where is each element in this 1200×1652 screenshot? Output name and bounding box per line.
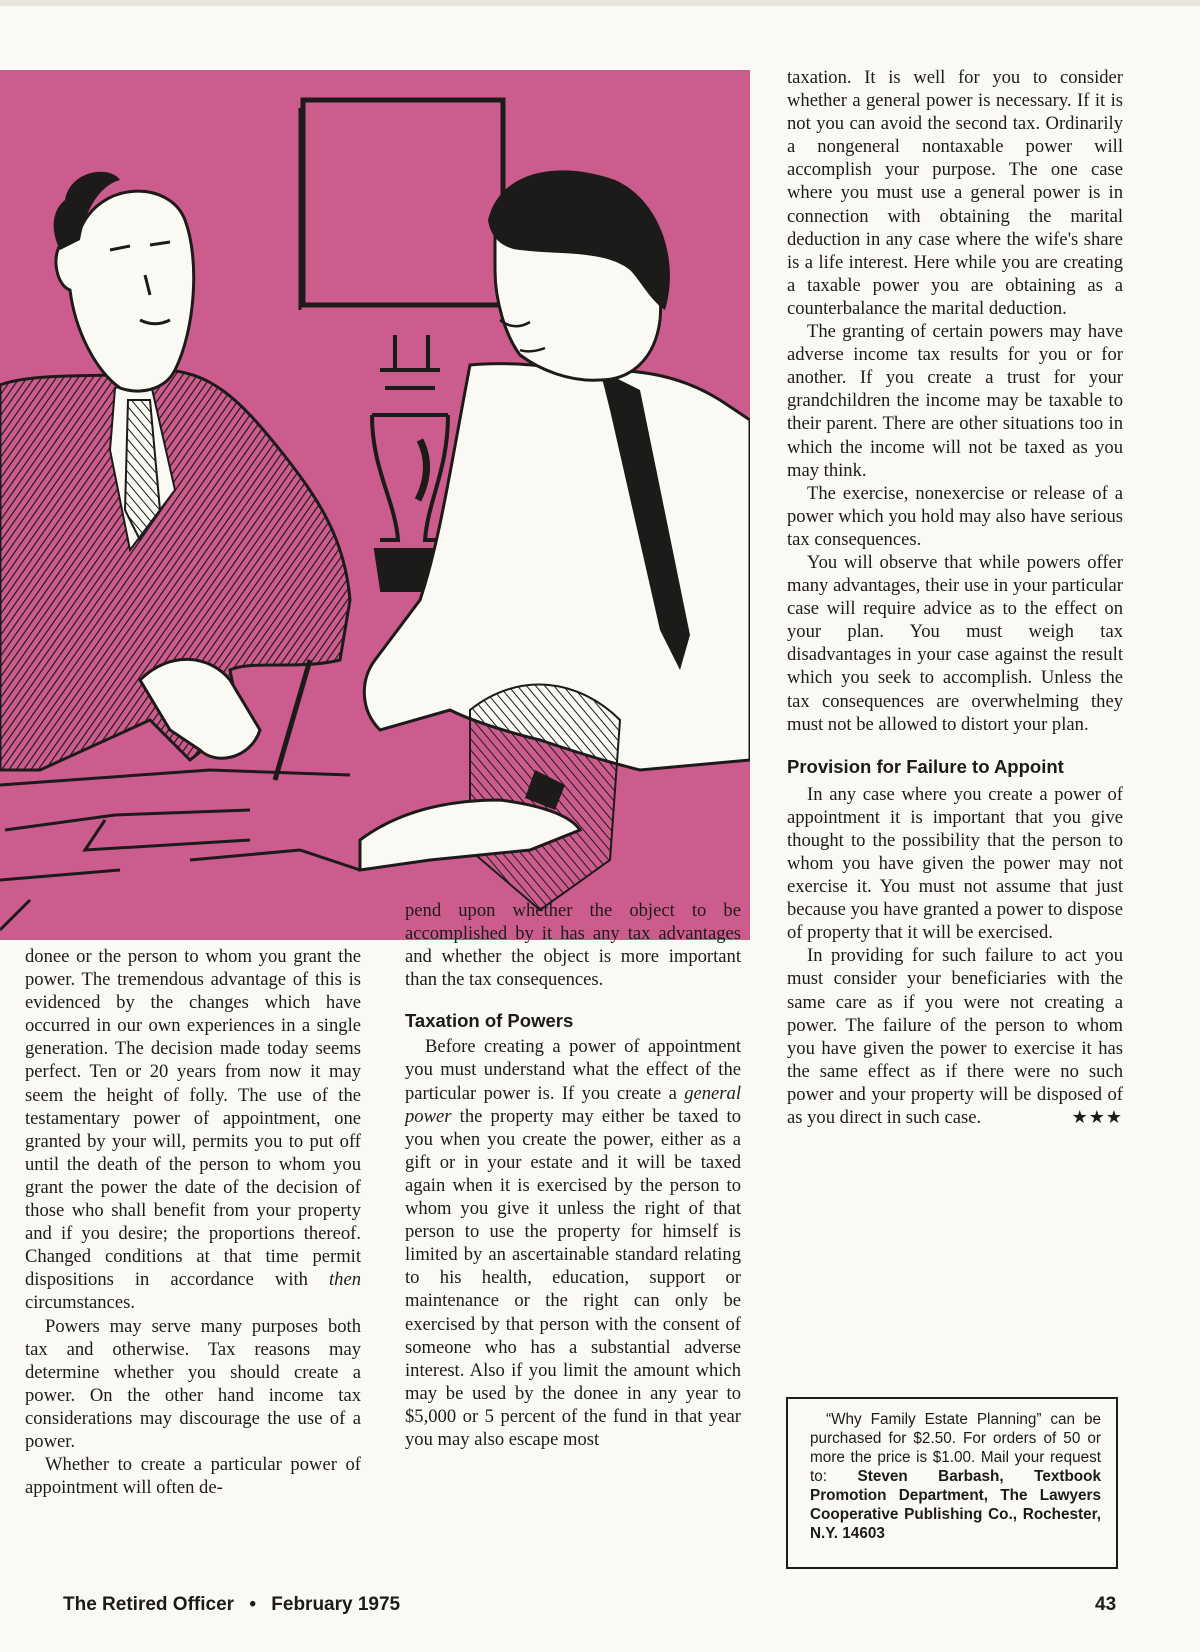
right-p6-text: In providing for such failure to act you must consider your beneficiaries with the same care as if you were not creating a power. The failure of the person to whom you have given the power to exercise it has the same effect as if there were no such power and your property will be disposed of as you direct in such case. [787,945,1123,1129]
middle-p2-text-a: Before creating a power of appointment you must understand what the effect of the particular power is. If you create a [405,1036,741,1104]
page-number: 43 [1095,1594,1117,1615]
middle-paragraph-1: pend upon whether the object to be accomplished by it has any tax advantages and whether the object is more important than the tax consequences. [405,900,741,991]
left-paragraph-2: Powers may serve many purposes both tax and otherwise. Tax reasons may determine whether you should create a power. On the other hand income tax considerations may discourage the use of a power. [25,1315,361,1452]
ordering-info-box [786,1397,1118,1569]
footer-date: February 1975 [271,1594,401,1615]
right-paragraph-4: You will observe that while powers offer many advantages, their use in your particular case will require advice as to the effect on your plan. You must weigh tax disadvantages in your case against the result which you seek to accomplish. Unless the tax consequences are overwhelming they must not be allowed to distort your plan. [787,551,1123,735]
right-paragraph-2: The granting of certain powers may have adverse income tax results for you or for another. If you create a trust for your grandchildren the income may be taxable to their parent. There are other situations too in which the income will not be taxed as you may think. [787,321,1123,481]
footer-masthead [63,1594,400,1616]
ordering-info-address: Steven Barbash, Textbook Promotion Department, The Lawyers Cooperative Publishing Co., Rochester, N.Y. 14603 [810,1468,1101,1542]
left-p1-text: donee or the person to whom you grant the power. The tremendous advantage of this is evidenced by the changes which have occurred in our own experiences in a single generation. The decision made today seems perfect. Ten or 20 years from now it may seem the height of folly. The use of the testamentary power of appointment, one granted by your will, permits you to put off until the death of the person to whom you grant the power the date of the decision of those who shall benefit from your property and if you desire; the proportions thereof. Changed conditions at that time permit dispositions in accordance with [25,946,361,1291]
left-paragraph-1 [25,945,361,1315]
right-paragraph-3: The exercise, nonexercise or release of a power which you hold may also have serious tax consequences. [787,482,1123,550]
left-p1-end: circumstances. [25,1292,135,1314]
heading-taxation-of-powers: Taxation of Powers [405,1010,574,1032]
column-middle [405,899,741,1451]
heading-provision-for-failure: Provision for Failure to Appoint [787,755,1064,777]
footer-separator: • [249,1594,256,1615]
middle-p2-emphasis: general power [405,1082,741,1127]
column-right [787,66,1123,1129]
end-of-article-stars: ★★★ [1071,1107,1123,1128]
right-paragraph-6 [787,944,1123,1129]
middle-paragraph-2 [405,1035,741,1451]
footer-publication: The Retired Officer [63,1594,235,1615]
scan-edge [0,0,1200,6]
ordering-info-text [810,1410,1101,1543]
right-paragraph-5: In any case where you create a power of appointment it is important that you give thought to the possibility that the person to whom you have given the power may not exercise it. You must not assume that just because you have granted a power to dispose of property that it will be exercised. [787,783,1123,944]
left-paragraph-3: Whether to create a particular power of appointment will often de- [25,1454,361,1499]
ordering-info-plain: “Why Family Estate Planning” can be purchased for $2.50. For orders of 50 or more the price is $1.00. Mail your request to: [810,1411,1101,1485]
left-p1-emphasis: then [328,1269,361,1291]
right-paragraph-1: taxation. It is well for you to consider whether a general power is necessary. If it is not you can avoid the second tax. Ordinarily a nongeneral nontaxable power will accomplish your purpose. The one case where you must use a general power is in connection with obtaining the marital deduction in any case where the wife's share is a life interest. Here while you are creating a taxable power you are obtaining as a counterbalance the marital deduction. [787,67,1123,319]
middle-p2-text-b: the property may either be taxed to you when you create the power, either as a gift or in your estate and it will be taxed again when it is exercised by the person to whom you give it unless the right of that person to use the property for himself is limited by an ascertainable standard relating to his health, education, support or maintenance or the right can only be exercised by that person with the consent of someone who has a substantial adverse interest. Also if you limit the amount which may be used by the donee in any year to $5,000 or 5 percent of the fund in that year you may also escape most [405,1105,741,1450]
office-meeting-illustration [0,70,750,940]
column-left [25,945,361,1499]
